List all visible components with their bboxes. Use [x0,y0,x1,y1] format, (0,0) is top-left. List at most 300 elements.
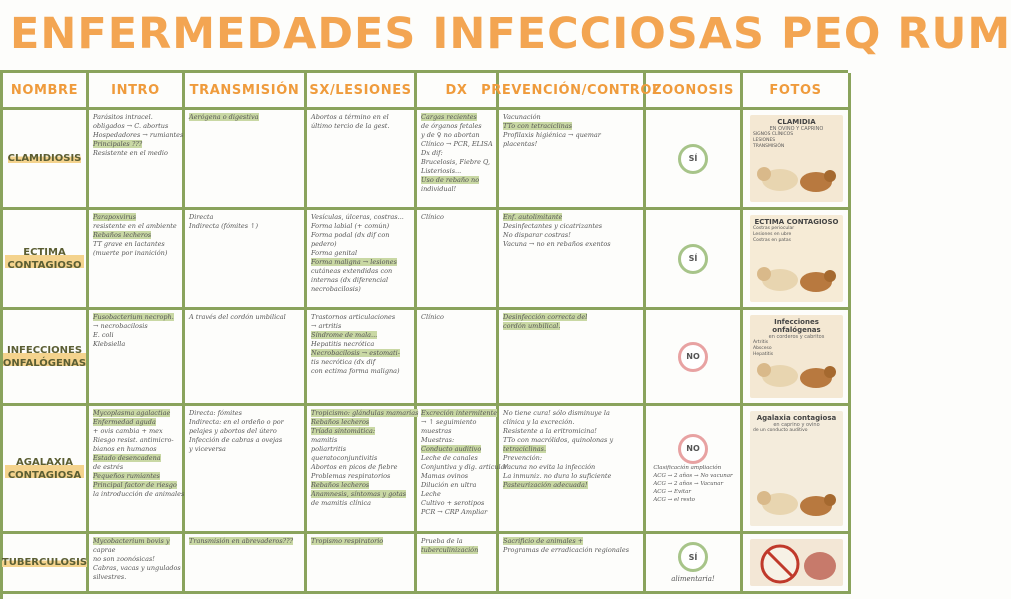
intro-cell [89,406,185,534]
foto-cell [743,210,851,310]
note-line [503,231,639,240]
note-line [93,322,178,331]
transmision-cell [185,406,307,534]
note-line [93,564,181,573]
infographic-subtitle: en corderos y cabritos [768,334,825,340]
zoonosis-list [650,464,735,504]
note-text: Pasteurización adecuada! [503,481,588,489]
note-line [311,276,410,285]
note-text: Vacuna no evita la infección [503,463,596,471]
note-line [189,113,300,122]
note-text: Resistente a la eritromicina! [503,427,597,435]
foto-cell [743,110,851,210]
note-line [93,331,178,340]
note-line [311,499,410,508]
animal-illustration [750,152,844,202]
intro-cell [89,210,185,310]
note-text: Riesgo resist. antimicro- [93,436,174,444]
note-line [311,427,410,436]
note-line [93,546,178,555]
note-text: Desinfección correcta del [503,313,588,321]
disease-name [3,110,89,210]
infographic-label: Absceso [753,346,772,351]
note-text: Resistente en el medio [93,149,168,157]
intro-cell [89,310,185,406]
note-text: Conjuntiva y dig. articular [421,463,508,471]
note-line [311,537,410,546]
note-text: Mamas ovinos [421,472,469,480]
note-text: la introducción de animales [93,490,185,498]
note-line [421,158,492,167]
note-text: Rebaños lecheros [311,481,370,489]
note-line [189,409,300,418]
sx-lesiones-cell [307,210,417,310]
note-text: resistente en el ambiente [93,222,177,230]
note-text: pelajes y abortos del útero [189,427,277,435]
note-text: Clínico [421,213,444,221]
infographic-label: Lesiones en ubre [753,232,792,237]
note-text: Clínico [421,313,444,321]
note-text: Directa: fómites [189,409,242,417]
header-fotos: FOTOS [743,73,851,110]
note-line [503,113,639,122]
zoonosis-list-item: ACG → 2 años → No vacunar [653,472,733,479]
note-line [311,267,410,276]
infographic-label: TRANSMISIÓN [753,144,785,149]
note-line [503,140,639,149]
note-line [421,176,492,185]
note-line [311,331,410,340]
note-text: queratoconjuntivitis [311,454,378,462]
note-line [421,490,492,499]
note-text: → necrobacilosis [93,322,148,330]
note-text: internas (dx diferencial [311,276,389,284]
note-text: Estado desencadena [93,454,161,462]
sx-lesiones-cell [307,310,417,406]
note-line [421,167,492,176]
note-line [421,436,492,445]
sx-lesiones-cell [307,406,417,534]
note-text: necrobacilosis) [311,285,361,293]
note-line [93,131,184,140]
infographic-label: de un conducto auditivo [753,428,808,433]
note-text: Dx dif: [421,149,443,157]
note-line [421,122,492,131]
header-intro: INTRO [89,73,185,110]
illustration-shape [824,270,836,282]
note-line [421,481,492,490]
illustration-shape [757,167,771,181]
dx-cell [417,310,499,406]
zoonosis-si-badge: SÍ [678,542,708,572]
illustration-shape [824,494,836,506]
note-text: Leche [421,490,441,498]
note-text: Indirecta: en el ordeño o por [189,418,284,426]
note-line [311,322,410,331]
note-text: Anamnesis, síntomas y gotas [311,490,407,498]
illustration-shape [757,363,771,377]
note-line [311,358,410,367]
zoonosis-no-badge: NO [678,342,708,372]
note-text: TTo con tetraciclinas [503,122,573,130]
note-text: no son zoonósicas! [93,555,155,563]
note-text: mamitis [311,436,338,444]
note-line [421,454,492,463]
note-line [93,122,178,131]
note-line [311,240,410,249]
note-text: PCR → CRP Ampliar [421,508,488,516]
disease-name-text: CLAMIDIOSIS [7,153,82,164]
note-line [311,409,419,418]
infographic-image [750,215,843,302]
foto-cell [743,406,851,534]
note-text: Cargas recientes [421,113,477,121]
infographic-image [750,539,843,586]
prevencion-cell [499,110,646,210]
zoonosis-cell [646,406,743,534]
note-text: Tríada sintomática: [311,427,376,435]
note-line [311,472,410,481]
illustration-shape [824,366,836,378]
note-line [93,418,178,427]
note-text: Conducto auditivo [421,445,482,453]
zoonosis-list-item: ACG → el resto [653,496,695,503]
note-line [503,322,639,331]
note-text: Sacrificio de animales + [503,537,584,545]
note-text: Rebaños lecheros [311,418,370,426]
infographic-label: LESIONES [753,138,776,143]
note-line [421,546,492,555]
illustration-shape [824,170,836,182]
note-text: No tiene cura! sólo disminuye la [503,409,610,417]
animal-illustration [750,476,844,526]
note-line [93,240,178,249]
infographic-image [750,411,843,526]
note-line [311,367,410,376]
note-line [93,454,178,463]
note-line [189,213,300,222]
note-line [311,122,410,131]
note-text: Cultivo + serotipos [421,499,485,507]
note-text: Vacunación [503,113,541,121]
note-text: Hospedadores → rumiantes [93,131,184,139]
note-line [311,463,410,472]
note-line [93,213,178,222]
infographic-title: CLAMIDIA [777,118,816,126]
note-text: poliartritis [311,445,347,453]
disease-name-text: AGALAXIA CONTAGIOSA [5,456,84,482]
note-text: Clínico → PCR, ELISA [421,140,493,148]
prevencion-cell [499,534,646,594]
note-text: placentas! [503,140,538,148]
dx-cell [417,210,499,310]
note-text: Forma maligna → lesiones [311,258,397,266]
note-line [311,231,410,240]
note-line [93,436,178,445]
note-line [311,340,410,349]
note-line [421,185,492,194]
note-text: Dilución en ultra [421,481,477,489]
note-text: obligados → C. abortus [93,122,169,130]
transmision-cell [185,210,307,310]
note-text: Problemas respiratorios [311,472,391,480]
infographic-title: Infecciones onfalógenas [772,318,821,334]
note-text: cutáneas extendidas con [311,267,393,275]
note-text: y de ♀ no abortan [421,131,480,139]
animal-illustration [750,536,844,586]
infographic-label: Artritis [753,340,769,345]
note-line [311,113,410,122]
intro-cell [89,534,185,594]
infographic-subtitle: EN OVINO Y CAPRINO [769,126,824,132]
note-text: Forma genital [311,249,358,257]
note-line [93,472,178,481]
zoonosis-list-item: ACG → 2 años → Vacunar [653,480,724,487]
header-nombre: NOMBRE [3,73,89,110]
note-text: Tropicismo: glándulas mamarias [311,409,419,417]
note-text: tetraciclinas. [503,445,547,453]
note-line [93,149,178,158]
note-text: Parásitos intracel. [93,113,153,121]
note-text: Profilaxis higiénica → quemar [503,131,601,139]
note-text: → ↑ seguimiento [421,418,477,426]
infographic-label: SIGNOS CLÍNICOS [753,132,794,137]
note-line [93,573,178,582]
note-text: Forma labial (+ común) [311,222,390,230]
animal-illustration [750,252,844,302]
note-line [503,222,639,231]
illustration-shape [757,491,771,505]
note-line [503,463,639,472]
note-line [503,436,639,445]
note-line [421,213,492,222]
infographic-image [750,115,843,202]
zoonosis-note: alimentaria! [671,575,715,583]
note-line [421,131,492,140]
note-text: Listeriosis... [421,167,462,175]
note-text: (muerte por inanición) [93,249,168,257]
note-line [311,258,410,267]
note-line [311,285,410,294]
zoonosis-cell [646,110,743,210]
note-text: Desinfectantes y cicatrizantes [503,222,603,230]
note-line [93,140,178,149]
note-text: Infección de cabras a ovejas [189,436,283,444]
header-zoonosis: ZOONOSIS [646,73,743,110]
note-line [421,418,492,427]
foto-cell [743,310,851,406]
note-line [311,445,410,454]
prevencion-cell [499,210,646,310]
note-line [93,409,178,418]
note-line [93,463,178,472]
zoonosis-cell [646,310,743,406]
note-text: Muestras: [421,436,455,444]
zoonosis-no-badge: NO [678,434,708,464]
note-text: Enfermedad aguda [93,418,156,426]
note-line [189,418,300,427]
note-text: Principal factor de riesgo [93,481,177,489]
note-text: pedero) [311,240,337,248]
infographic-label: Costras periocular [753,226,795,231]
note-text: Excreción intermitente [421,409,498,417]
note-text: Vacuna → no en rebaños exentos [503,240,611,248]
note-line [93,427,178,436]
note-line [93,249,178,258]
note-text: con ectima forma maligna) [311,367,400,375]
animal-illustration [750,348,844,398]
note-line [503,313,639,322]
disease-name [3,310,89,406]
infographic-title: Agalaxia contagiosa [756,414,837,422]
zoonosis-cell [646,534,743,594]
note-line [311,349,410,358]
header-transmision: TRANSMISIÓN [185,73,307,110]
prevencion-cell [499,406,646,534]
transmision-cell [185,110,307,210]
note-text: Brucelosis, Fiebre Q, [421,158,491,166]
transmision-cell [185,310,307,406]
note-line [311,249,410,258]
dx-cell [417,110,499,210]
sx-lesiones-cell [307,534,417,594]
note-text: Uso de rebaño no [421,176,480,184]
note-line [311,436,410,445]
note-text: Hepatitis necrótica [311,340,375,348]
note-line [189,445,300,454]
note-line [93,445,178,454]
page-title: ENFERMEDADES INFECCIOSAS PEQ RUM [10,9,1011,59]
zoonosis-si-badge: SÍ [678,144,708,174]
note-text: Vesículas, úlceras, costras... [311,213,404,221]
note-line [189,537,300,546]
note-text: + ovis cambia + mex [93,427,163,435]
note-text: Aerógena o digestiva [189,113,259,121]
infographic-label: Costras en patas [753,238,791,243]
intro-cell [89,110,185,210]
note-line [421,445,492,454]
header-sx-lesiones: SX/LESIONES [307,73,417,110]
infographic-image [750,315,843,398]
note-line [421,113,492,122]
note-text: TT grave en lactantes [93,240,165,248]
note-line [93,222,178,231]
note-line [93,231,178,240]
note-line [189,222,300,231]
note-text: Necrobacilosis → estomati- [311,349,400,357]
disease-name [3,534,89,594]
sx-lesiones-cell [307,110,417,210]
zoonosis-list-item: Clasificación ampliación [653,464,722,471]
note-text: Transmisión en abrevaderos??? [189,537,294,545]
note-line [311,454,410,463]
note-text: Mycoplasma agalactiae [93,409,171,417]
zoonosis-list-item: ACG → Evitar [653,488,692,495]
note-line [93,481,178,490]
note-text: de estrés [93,463,124,471]
note-text: Prevención: [503,454,543,462]
disease-name-text: ECTIMA CONTAGIOSO [5,246,84,272]
note-line [93,490,185,499]
note-text: Parapoxvirus [93,213,137,221]
note-line [189,313,300,322]
transmision-cell [185,534,307,594]
header-prevencion: PREVENCIÓN/CONTROL [499,73,646,110]
note-line [311,313,410,322]
note-text: Síndrome de mala... [311,331,378,339]
disease-table [0,70,848,599]
note-text: Abortos en picos de fiebre [311,463,398,471]
note-line [503,122,639,131]
note-line [189,427,300,436]
disease-name [3,210,89,310]
note-text: Prueba de la [421,537,463,545]
zoonosis-si-badge: SÍ [678,244,708,274]
note-text: La inmuniz. no dura lo suficiente [503,472,612,480]
note-text: Directa [189,213,214,221]
note-text: E. coli [93,331,114,339]
foto-cell [743,534,851,594]
note-line [93,313,178,322]
infographic-subtitle: en caprino y ovino [773,422,820,428]
note-text: → artritis [311,322,342,330]
note-text: Indirecta (fómites ↑) [189,222,259,230]
note-text: Mycobacterium bovis y [93,537,170,545]
zoonosis-cell [646,210,743,310]
note-line [93,537,178,546]
note-text: Programas de erradicación regionales [503,546,630,554]
note-text: Fusobacterium necroph. [93,313,174,321]
header-dx: DX [417,73,499,110]
note-text: Cabras, vacas y ungulados [93,564,181,572]
note-line [503,472,639,481]
note-line [421,140,492,149]
infographic-label: Hepatitis [753,352,774,357]
note-text: de mamitis clínica [311,499,372,507]
note-line [503,409,639,418]
note-text: tis necrótica (dx dif [311,358,376,366]
note-line [503,418,639,427]
note-line [311,222,410,231]
note-line [421,149,492,158]
note-line [421,499,492,508]
note-line [503,427,639,436]
note-line [503,454,639,463]
note-text: bianos en humanos [93,445,157,453]
infographic-title: ECTIMA CONTAGIOSO [754,218,839,226]
dx-cell [417,534,499,594]
note-text: individual! [421,185,457,193]
note-text: Forma podal (dx dif con [311,231,390,239]
dx-cell [417,406,508,534]
note-line [503,481,639,490]
note-line [93,555,178,564]
note-text: No disparar costras! [503,231,571,239]
note-line [503,240,639,249]
note-line [421,313,492,322]
disease-name [3,406,89,534]
note-text: A través del cordón umbilical [189,313,286,321]
illustration-shape [804,552,836,580]
note-text: Leche de canales [421,454,478,462]
note-text: Principales ??? [93,140,143,148]
disease-name-text: TUBERCULOSIS [1,557,88,568]
note-line [503,131,639,140]
note-line [503,213,639,222]
note-text: caprae [93,546,116,554]
note-text: silvestres. [93,573,127,581]
note-line [421,537,492,546]
